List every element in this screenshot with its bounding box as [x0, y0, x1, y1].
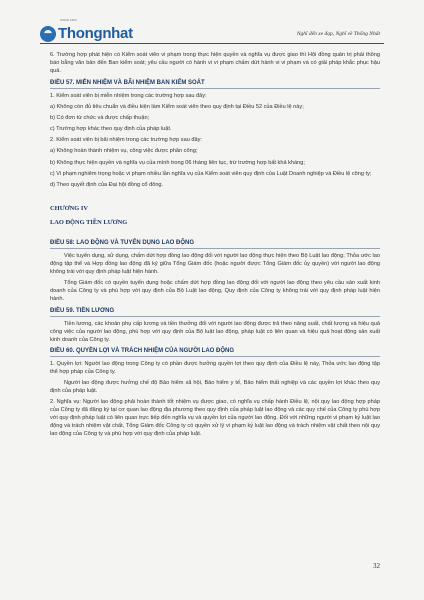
paragraph: 2. Kiểm soát viên bị bãi nhiệm trong các trường hợp sau đây:: [50, 137, 202, 144]
paragraph: Người lao động được hưởng chế độ Bảo hiểm xã hội, Bảo hiểm y tế, Bảo hiểm thất nghiệp và các quyền lợi khác theo quy định của pháp luật.: [50, 380, 380, 395]
article-heading: ĐIỀU 58: LAO ĐỘNG VÀ TUYỂN DỤNG LAO ĐỘNG: [50, 239, 380, 249]
page-header: [0, 0, 424, 52]
paragraph: Tiền lương, các khoản phụ cấp lương và tiền thưởng đối với người lao động được trả theo năng suất, chất lượng và hiệu quả công việc của người lao động, phù hợp với quy định của Bộ luật lao động, pháp luật có liên quan và hiệu quả hoạt động sản xuất kinh doanh của Công ty.: [50, 320, 380, 343]
paragraph: Việc tuyển dụng, sử dụng, chấm dứt hợp đồng lao động đối với người lao động thực hiện theo Bộ Luật lao động; Thỏa ước lao động tập thể và Hợp đồng lao động đã ký giữa Tổng Giám đốc (hoặc người được Tổng Giám đốc ủy quyền) với người lao động không trái với quy định pháp luật hiện hành.: [50, 253, 380, 275]
paragraph: d) Theo quyết định của Đại hội đồng cổ đông.: [50, 182, 164, 188]
chapter-heading: LAO ĐỘNG TIỀN LƯƠNG: [50, 219, 128, 226]
paragraph: c) Trường hợp khác theo quy định của pháp luật.: [50, 126, 172, 133]
paragraph: a) Không hoàn thành nhiệm vụ, công việc được phân công;: [50, 148, 198, 155]
chapter-heading: CHƯƠNG IV: [50, 205, 88, 212]
paragraph: 2. Nghĩa vụ: Người lao động phải hoàn thành tốt nhiệm vụ được giao, có nghĩa vụ chấp hành Điều lệ, nội quy lao động hợp pháp của Công ty đã đăng ký tại cơ quan lao động địa phương theo quy định của pháp luật lao động và các quy chế của Công ty phù hợp với quy định pháp luật có liên quan trực tiếp đến nghĩa vụ và quyền lợi của người lao động. Đối với những người vi phạm kỷ luật lao động và trách nhiệm vật chất, Tổng Giám đốc Công ty có quyền xử lý vi phạm kỷ luật lao động và trách nhiệm vật chất theo nội quy lao động của Công ty và phù hợp với quy định của pháp luật.: [50, 399, 380, 438]
page-number: 32: [373, 562, 380, 570]
paragraph: c) Vi phạm nghiêm trọng hoặc vi phạm nhiều lần nghĩa vụ của Kiểm soát viên quy định của Luật Doanh nghiệp và Điều lệ công ty;: [50, 170, 372, 177]
article-heading: ĐIỀU 60. QUYỀN LỢI VÀ TRÁCH NHIỆM CỦA NGƯỜI LAO ĐỘNG: [50, 347, 380, 357]
logo-text: Thongnhat: [58, 25, 133, 42]
header-divider: [40, 43, 384, 44]
document-body: [50, 51, 380, 441]
paragraph: b) Không thực hiện quyền và nghĩa vụ của mình trong 06 tháng liên tục, trừ trường hợp bất khả kháng;: [50, 159, 305, 166]
paragraph: 1. Quyền lợi: Người lao động trong Công ty có phần được hưởng quyền lợi theo quy định của Điều lệ này, Thỏa ước lao động tập thể hợp pháp của Công ty.: [50, 361, 380, 375]
company-logo: [40, 25, 133, 42]
paragraph: b) Có đơn từ chức và được chấp thuận;: [50, 114, 150, 121]
article-heading: ĐIỀU 59. TIỀN LƯƠNG: [50, 307, 380, 317]
header-slogan: Nghĩ đến xe đạp, Nghĩ về Thống Nhất: [296, 31, 380, 37]
paragraph: a) Không còn đủ tiêu chuẩn và điều kiện làm Kiểm soát viên theo quy định tại Điều 52 của Điều lệ này;: [50, 103, 304, 110]
logo-icon: [40, 26, 56, 42]
paragraph: Tổng Giám đốc có quyền tuyển dụng hoặc chấm dứt hợp đồng lao động đối với người lao động theo yêu cầu sản xuất kinh doanh của Công ty và phù hợp với quy định của Bộ Luật lao động, Quy định của Công ty không trái với quy định pháp luật hiện hành.: [50, 280, 380, 302]
logo-subtext: SINCE 1960: [60, 18, 77, 22]
article-heading: ĐIỀU 57. MIỄN NHIỆM VÀ BÃI NHIỆM BAN KIỂM SOÁT: [50, 79, 380, 89]
paragraph: 6. Trường hợp phát hiện có Kiểm soát viên vi phạm trong thực hiện quyền và nghĩa vụ được giao thì Hội đồng quản trị phải thông báo bằng văn bản đến Ban kiểm soát; yêu cầu người có hành vi vi phạm chấm dứt hành vi vi phạm và có giải pháp khắc phục hậu quả.: [50, 52, 380, 74]
paragraph: 1. Kiểm soát viên bị miễn nhiệm trong các trường hợp sau đây:: [50, 92, 207, 99]
